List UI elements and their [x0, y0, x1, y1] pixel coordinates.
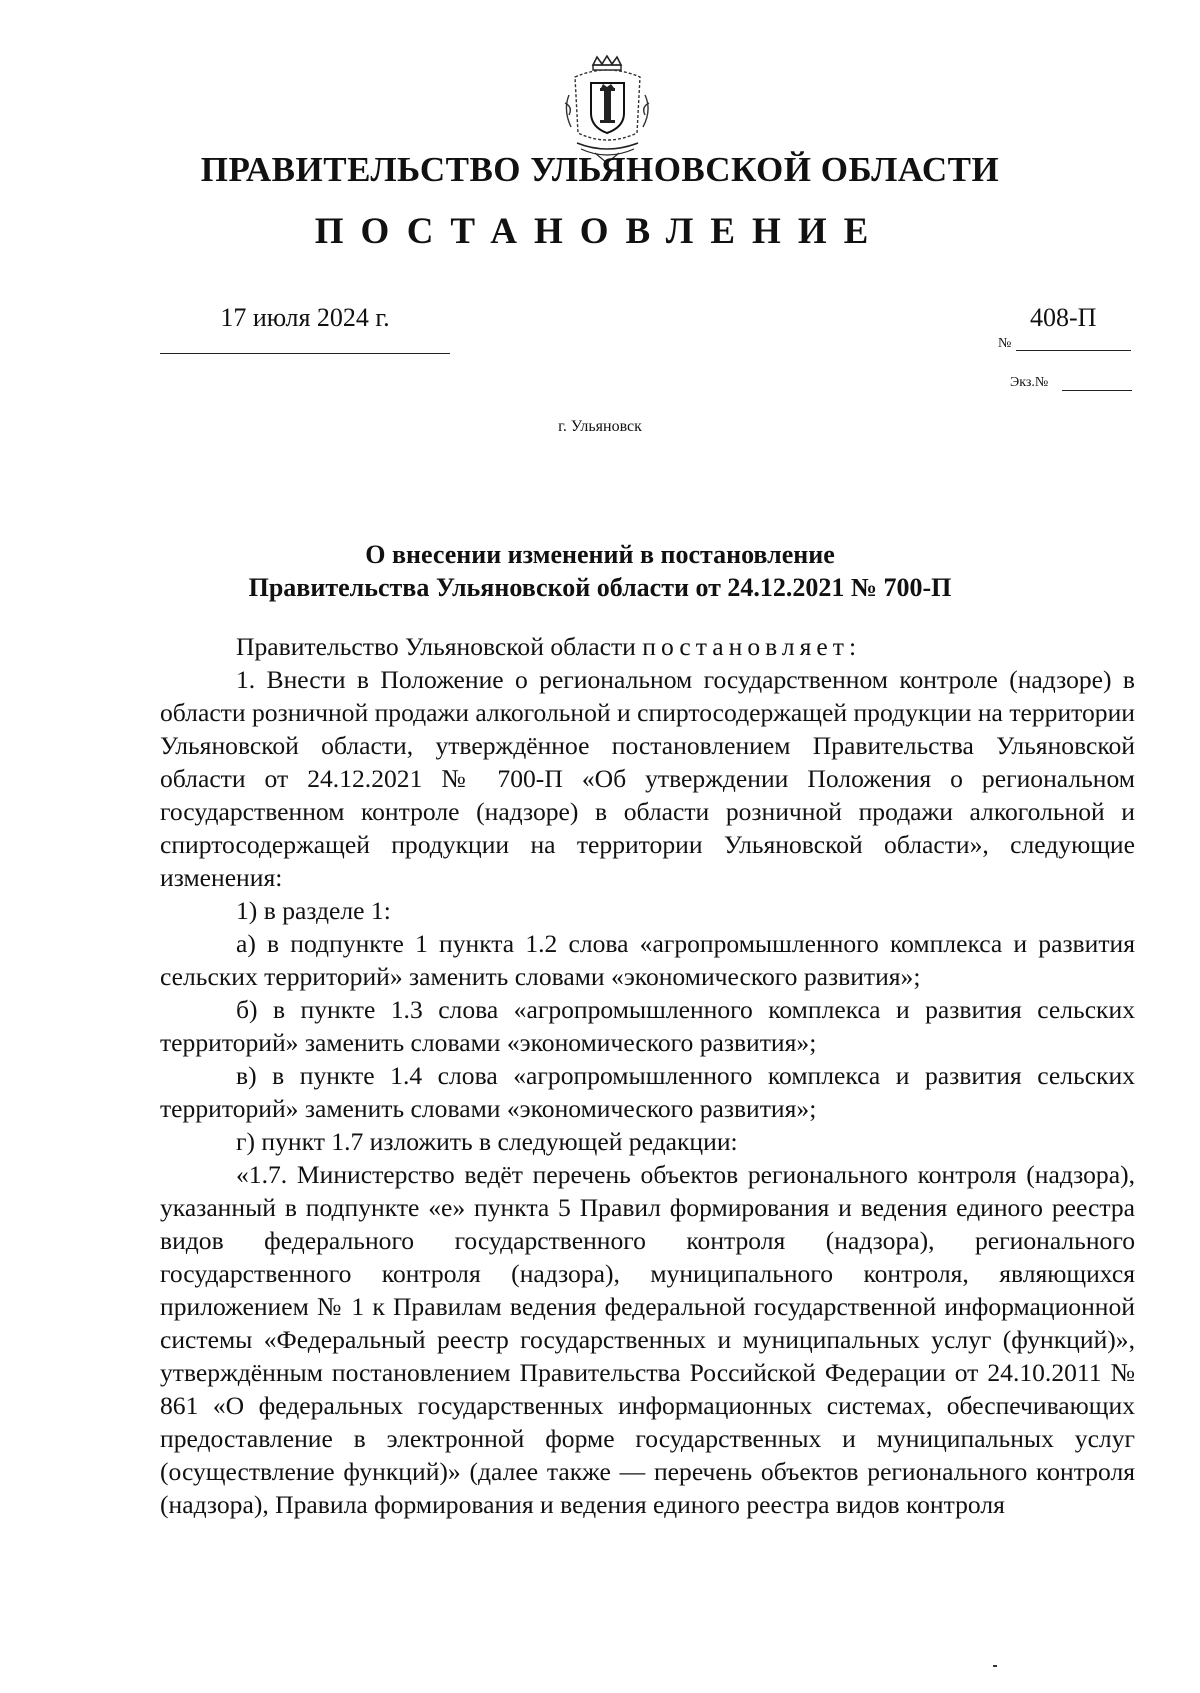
preamble-prefix: Правительство Ульяновской области — [236, 632, 643, 661]
preamble-paragraph — [160, 630, 1135, 663]
page-mark — [993, 1665, 997, 1667]
government-title: ПРАВИТЕЛЬСТВО УЛЬЯНОВСКОЙ ОБЛАСТИ — [200, 150, 1000, 189]
city-label: г. Ульяновск — [558, 418, 642, 435]
subject-line-1: О внесении изменений в постановление — [365, 540, 835, 569]
subitem-g-paragraph: г) пункт 1.7 изложить в следующей редакции: — [236, 1127, 738, 1156]
item-1-paragraph: 1. Внести в Положение о региональном государственном контроле (надзоре) в области розничной продажи алкогольной и спиртосодержащей продукции на территории Ульяновской области, утверждённое постановлением Правительства Ульяновской области от 24.12.2021 № 700-П «Об утверждении Положения о региональном государственном контроле (надзоре) в области розничной продажи алкогольной и спиртосодержащей продукции на территории Ульяновской области», следующие изменения: — [160, 665, 1135, 892]
number-underline — [1016, 350, 1131, 351]
copy-number-label: Экз.№ — [1010, 375, 1049, 390]
document-number: 408-П — [1030, 303, 1097, 332]
document-subject — [0, 538, 1200, 604]
coat-of-arms-emblem — [555, 55, 660, 165]
number-sign-label: № — [998, 336, 1012, 351]
subject-line-2: Правительства Ульяновской области от 24.12.2021 № 700-П — [248, 573, 952, 602]
preamble-suffix: : — [848, 632, 857, 661]
document-body — [160, 630, 1135, 1521]
subitem-b-paragraph: б) в пункте 1.3 слова «агропромышленного комплекса и развития сельских территорий» заменить словами «экономического развития»; — [160, 995, 1135, 1057]
date-underline — [160, 353, 450, 354]
subitem-v-paragraph: в) в пункте 1.4 слова «агропромышленного комплекса и развития сельских территорий» заменить словами «экономического развития»; — [160, 1061, 1135, 1123]
subitem-1-paragraph: 1) в разделе 1: — [236, 896, 391, 925]
preamble-verb: постановляет — [642, 632, 849, 661]
subitem-a-paragraph: а) в подпункте 1 пункта 1.2 слова «агропромышленного комплекса и развития сельских территорий» заменить словами «экономического развития»; — [160, 929, 1135, 991]
document-type-title: ПОСТАНОВЛЕНИЕ — [314, 211, 886, 252]
document-date: 17 июля 2024 г. — [220, 303, 390, 332]
copy-number-underline — [1062, 390, 1132, 391]
quoted-clause-1-7: «1.7. Министерство ведёт перечень объектов регионального контроля (надзора), указанный в подпункте «е» пункта 5 Правил формирования и ведения единого реестра видов федерального государственного контроля (надзора), регионального государственного контроля (надзора), муниципального контроля, являющихся приложением № 1 к Правилам ведения федеральной государственной информационной системы «Федеральный реестр государственных и муниципальных услуг (функций)», утверждённым постановлением Правительства Российской Федерации от 24.10.2011 № 861 «О федеральных государственных информационных системах, обеспечивающих предоставление в электронной форме государственных и муниципальных услуг (осуществление функций)» (далее также — перечень объектов регионального контроля (надзора), Правила формирования и ведения единого реестра видов контроля — [160, 1160, 1135, 1519]
